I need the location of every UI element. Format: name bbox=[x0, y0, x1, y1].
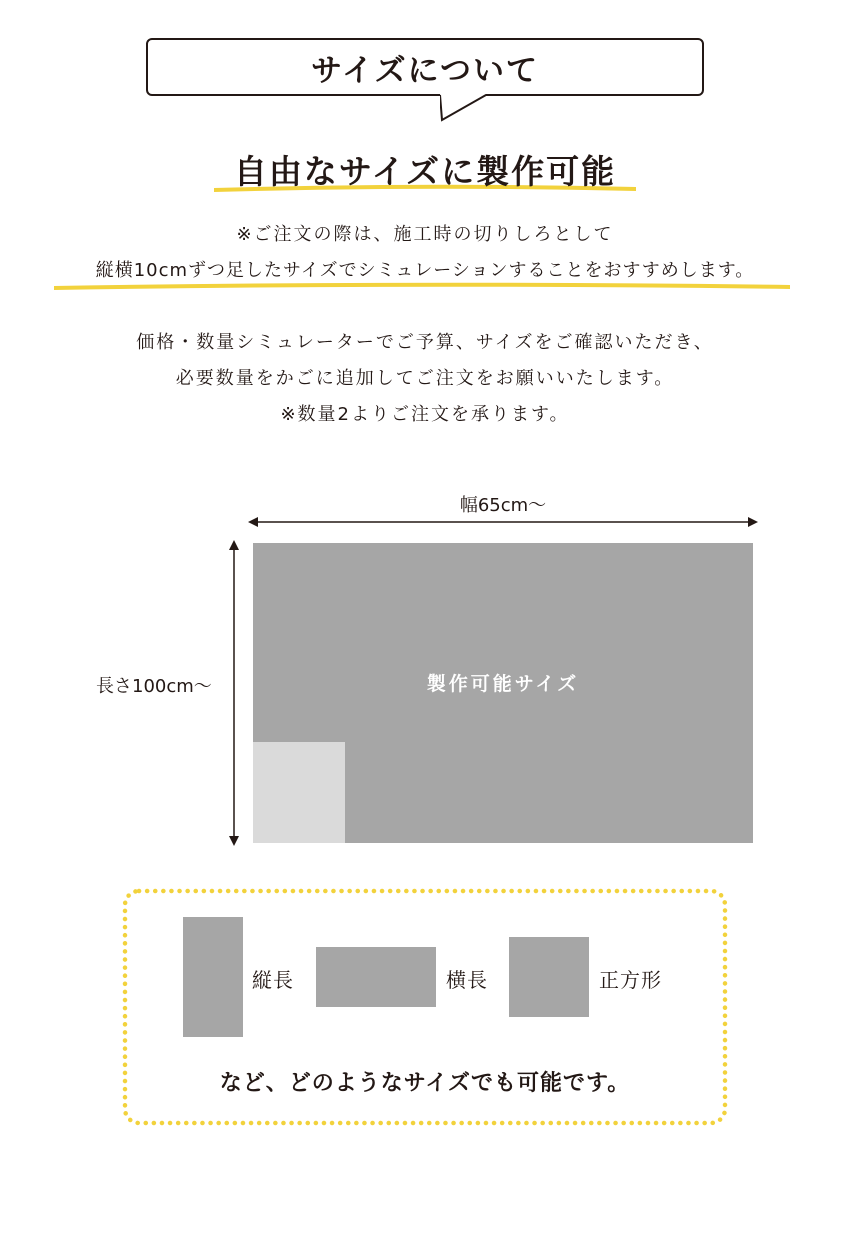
producible-area-label: 製作可能サイズ bbox=[426, 673, 580, 695]
note-line-1: ※ご注文の際は、施工時の切りしろとして bbox=[236, 224, 614, 245]
horizontal-shape bbox=[316, 947, 436, 1007]
page-subtitle: 自由なサイズに製作可能 bbox=[233, 152, 617, 191]
width-arrow bbox=[248, 514, 758, 530]
horizontal-shape-label: 横長 bbox=[446, 968, 488, 992]
closing-text: など、どのようなサイズでも可能です。 bbox=[219, 1071, 631, 1096]
section-header-bubble bbox=[146, 38, 704, 96]
width-label: 幅65cm～ bbox=[459, 495, 547, 516]
note-line-2: 縦横10cmずつ足したサイズでシミュレーションすることをおすすめします。 bbox=[95, 260, 755, 281]
description-line-1: 価格・数量シミュレーターでご予算、サイズをご確認いただき、 bbox=[136, 332, 714, 353]
square-shape-label: 正方形 bbox=[599, 968, 662, 992]
vertical-shape bbox=[183, 917, 243, 1037]
description-line-3: ※数量2よりご注文を承ります。 bbox=[280, 404, 570, 425]
section-title: サイズについて bbox=[311, 52, 539, 89]
height-label: 長さ100cm～ bbox=[96, 676, 212, 697]
vertical-shape-label: 縦長 bbox=[252, 968, 294, 992]
bubble-tail bbox=[440, 94, 486, 122]
minimum-size-area bbox=[253, 742, 345, 843]
description-line-2: 必要数量をかごに追加してご注文をお願いいたします。 bbox=[175, 368, 675, 389]
height-arrow bbox=[226, 540, 242, 846]
square-shape bbox=[509, 937, 589, 1017]
